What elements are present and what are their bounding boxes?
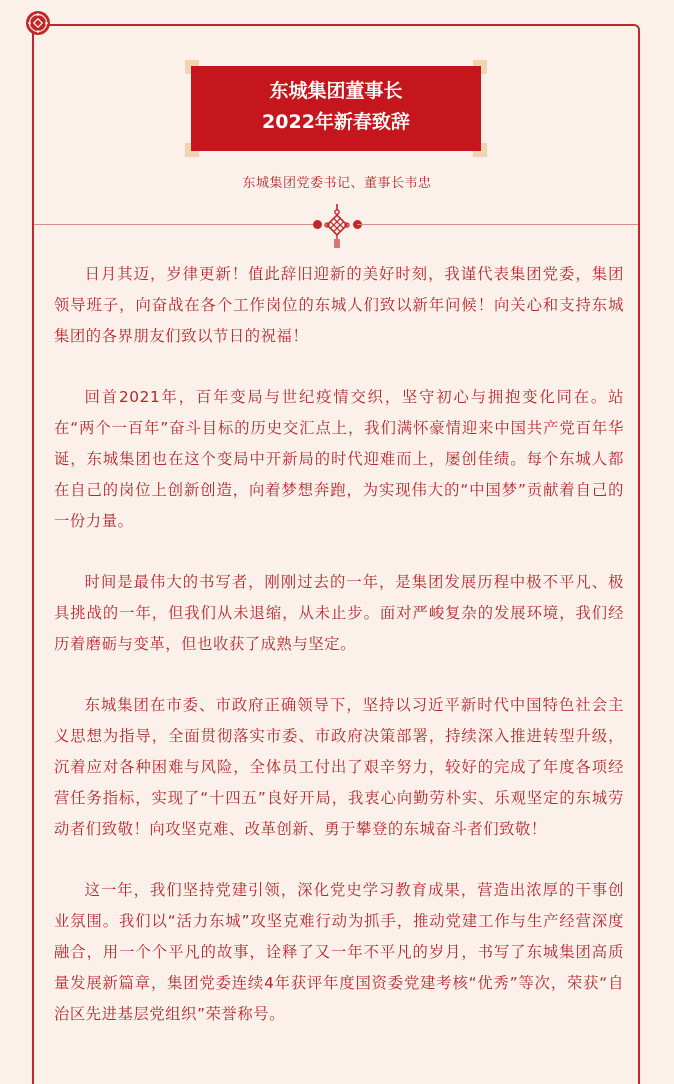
chinese-knot-icon (323, 204, 351, 248)
title-line-1: 东城集团董事长 (269, 80, 403, 102)
chinese-knot-coin-icon (25, 10, 51, 36)
paragraph: 这一年，我们坚持党建引领，深化党史学习教育成果，营造出浓厚的干事创业氛围。我们以“活力东城”攻坚克难行动为抓手，推动党建工作与生产经营深度融合，用一个个平凡的故事，诠释了又一年不平凡的岁月，书写了东城集团高质量发展新篇章，集团党委连续4年获评年度国资委党建考核“优秀”等次，荣获“自治区先进基层党组织”荣誉称号。 (54, 881, 624, 1023)
divider-line-right (357, 224, 638, 225)
title-line-2: 2022年新春致辞 (262, 111, 410, 133)
paragraph: 时间是最伟大的书写者，刚刚过去的一年，是集团发展历程中极不平凡、极具挑战的一年，但我们从未退缩，从未止步。面对严峻复杂的发展环境，我们经历着磨砺与变革，但也收获了成熟与坚定。 (54, 573, 624, 653)
author-line: 东城集团党委书记、董事长韦忠 (242, 176, 432, 191)
divider-line-left (34, 224, 317, 225)
paragraph: 回首2021年，百年变局与世纪疫情交织，坚守初心与拥抱变化同在。站在“两个一百年”奋斗目标的历史交汇点上，我们满怀豪情迎来中国共产党百年华诞，东城集团也在这个变局中开新局的时代迎难而上，屡创佳绩。每个东城人都在自己的岗位上创新创造，向着梦想奔跑，为实现伟大的“中国梦”贡献着自己的一份力量。 (54, 388, 624, 530)
title-banner (185, 60, 487, 157)
speech-body (54, 259, 624, 1060)
paragraph: 日月其迈，岁律更新！值此辞旧迎新的美好时刻，我谨代表集团党委，集团领导班子，向奋战在各个工作岗位的东城人们致以新年问候！向关心和支持东城集团的各界朋友们致以节日的祝福！ (54, 265, 624, 345)
divider-dot-left (313, 220, 322, 229)
page-title (191, 76, 481, 138)
paragraph: 东城集团在市委、市政府正确领导下，坚持以习近平新时代中国特色社会主义思想为指导，全面贯彻落实市委、市政府决策部署，持续深入推进转型升级，沉着应对各种困难与风险，全体员工付出了艰辛努力，较好的完成了年度各项经营任务指标，实现了“十四五”良好开局，我衷心向勤劳朴实、乐观坚定的东城劳动者们致敬！向攻坚克难、改革创新、勇于攀登的东城奋斗者们致敬！ (54, 696, 624, 838)
